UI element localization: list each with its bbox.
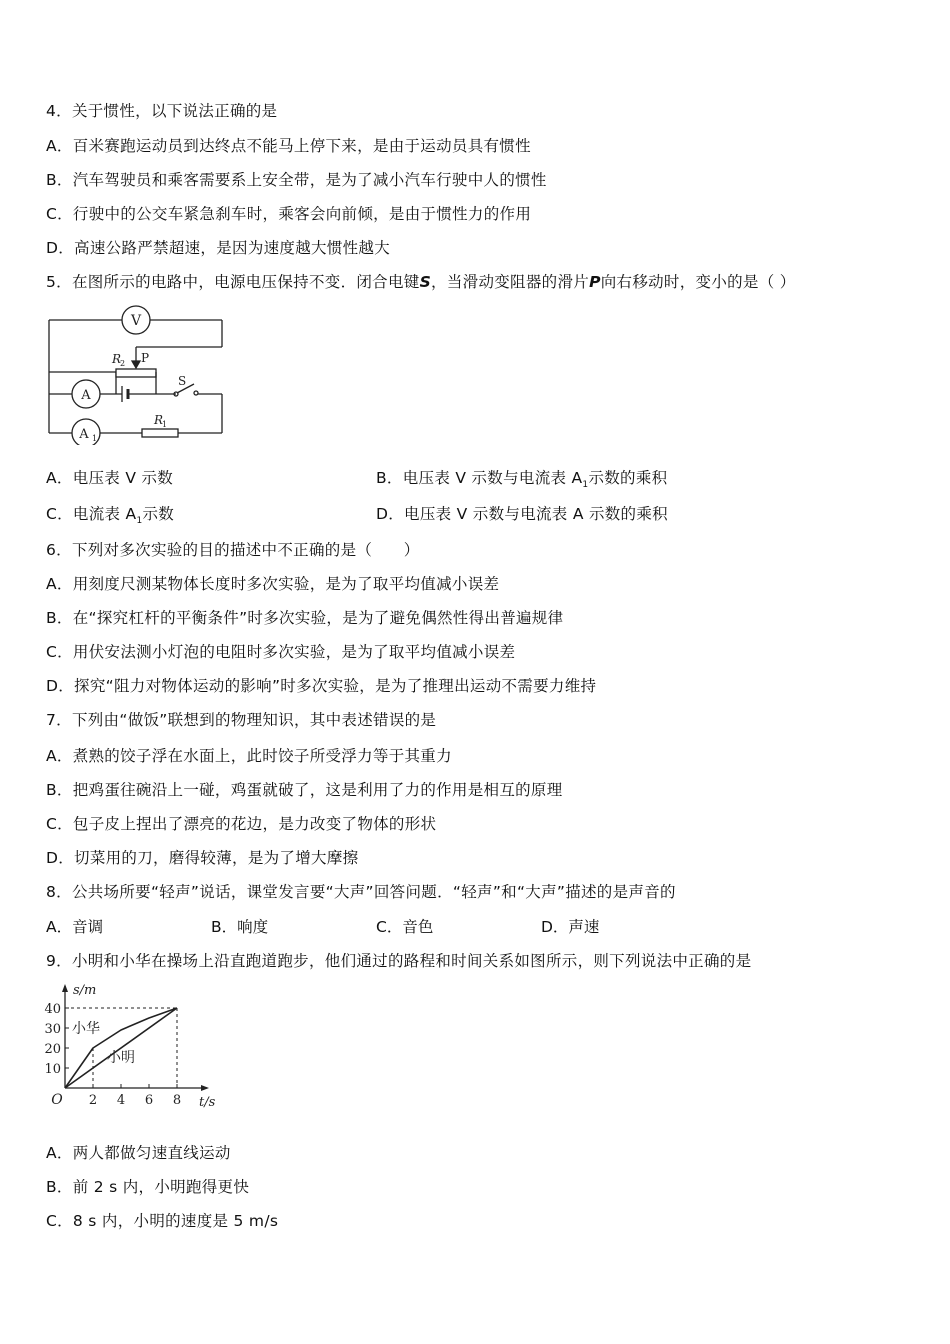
y-axis-arrow: [62, 984, 68, 992]
q5-option-c-sub: 1: [136, 516, 143, 527]
r1-sub: 1: [162, 420, 168, 429]
r1-label: R: [154, 413, 164, 427]
q5-option-b-pre: B．电压表 V 示数与电流表 A: [376, 469, 583, 487]
voltmeter-label: V: [130, 313, 142, 329]
origin-label: O: [51, 1092, 63, 1108]
x-tick-label: 6: [144, 1093, 154, 1108]
q7-stem: 7．下列由“做饭”联想到的物理知识，其中表述错误的是: [46, 711, 437, 729]
q8-stem: 8．公共场所要“轻声”说话，课堂发言要“大声”回答问题．“轻声”和“大声”描述的是声音的: [46, 883, 676, 901]
q8-option-d: D．声速: [541, 918, 600, 936]
q9-option-a: A．两人都做匀速直线运动: [46, 1144, 231, 1162]
q5-stem-mid: ，当滑动变阻器的滑片: [431, 273, 590, 291]
q6-option-b: B．在“探究杠杆的平衡条件”时多次实验，是为了避免偶然性得出普遍规律: [46, 609, 564, 627]
ammeter1-label: A: [79, 427, 89, 442]
q7-option-c: C．包子皮上捏出了漂亮的花边，是力改变了物体的形状: [46, 815, 437, 833]
q5-option-c-pre: C．电流表 A: [46, 505, 137, 523]
y-tick-label: 20: [44, 1042, 61, 1057]
ammeter1-sub: 1: [92, 434, 98, 443]
q5-option-a: A．电压表 V 示数: [46, 469, 174, 487]
series-label-xiaohua: 小华: [72, 1021, 100, 1037]
q5-option-b-post: 示数的乘积: [588, 469, 668, 487]
q4-stem: 4．关于惯性，以下说法正确的是: [46, 102, 278, 120]
series-line-xiaoming: [65, 1008, 177, 1088]
q9-option-b: B．前 2 s 内，小明跑得更快: [46, 1178, 250, 1196]
y-axis-label: s/m: [73, 983, 97, 998]
q5-option-d: D．电压表 V 示数与电流表 A 示数的乘积: [376, 505, 668, 523]
q8-option-a: A．音调: [46, 918, 104, 936]
q6-option-a: A．用刻度尺测某物体长度时多次实验，是为了取平均值减小误差: [46, 575, 500, 593]
q5-option-c: [46, 504, 174, 531]
q9-option-c: C．8 s 内，小明的速度是 5 m/s: [46, 1212, 279, 1230]
q4-option-a: A．百米赛跑运动员到达终点不能马上停下来，是由于运动员具有惯性: [46, 137, 531, 155]
y-tick-label: 30: [44, 1022, 61, 1037]
y-tick-label: 40: [44, 1002, 61, 1017]
q7-option-d: D．切菜用的刀，磨得较薄，是为了增大摩擦: [46, 849, 359, 867]
switch-label: S: [178, 374, 187, 388]
q5-stem-p: P: [589, 273, 601, 291]
q6-stem: 6．下列对多次实验的目的描述中不正确的是（ ）: [46, 541, 420, 559]
q5-option-b: [376, 468, 667, 495]
q4-option-b: B．汽车驾驶员和乘客需要系上安全带，是为了减小汽车行驶中人的惯性: [46, 171, 547, 189]
q6-option-c: C．用伏安法测小灯泡的电阻时多次实验，是为了取平均值减小误差: [46, 643, 516, 661]
x-tick-label: 4: [116, 1093, 126, 1108]
q9-stem: 9．小明和小华在操场上沿直跑道跑步，他们通过的路程和时间关系如图所示，则下列说法中正确的是: [46, 952, 752, 970]
x-axis-label: t/s: [199, 1095, 216, 1110]
q5-circuit-diagram: [44, 305, 230, 445]
x-tick-label: 8: [172, 1093, 182, 1108]
q7-option-b: B．把鸡蛋往碗沿上一碰，鸡蛋就破了，这是利用了力的作用是相互的原理: [46, 781, 563, 799]
q5-stem-post: 向右移动时，变小的是（ ）: [600, 273, 796, 291]
q5-stem: [46, 272, 796, 292]
series-label-xiaoming: 小明: [107, 1050, 135, 1066]
q5-stem-s: S: [419, 273, 432, 291]
y-tick-label: 10: [44, 1062, 61, 1077]
slider-label: P: [141, 351, 150, 365]
q8-option-c: C．音色: [376, 918, 434, 936]
x-tick-label: 2: [88, 1093, 98, 1108]
q9-st-graph: [40, 978, 230, 1113]
r2-label: R: [112, 352, 122, 366]
q5-option-c-post: 示数: [142, 505, 175, 523]
ammeter-label: A: [81, 388, 91, 403]
r2-sub: 2: [120, 359, 126, 368]
q6-option-d: D．探究“阻力对物体运动的影响”时多次实验，是为了推理出运动不需要力维持: [46, 677, 597, 695]
q7-option-a: A．煮熟的饺子浮在水面上，此时饺子所受浮力等于其重力: [46, 747, 452, 765]
q4-option-c: C．行驶中的公交车紧急刹车时，乘客会向前倾，是由于惯性力的作用: [46, 205, 532, 223]
q5-stem-pre: 5．在图所示的电路中，电源电压保持不变．闭合电键: [46, 273, 420, 291]
q4-option-d: D．高速公路严禁超速，是因为速度越大惯性越大: [46, 239, 391, 257]
q5-option-b-sub: 1: [582, 480, 589, 491]
q8-option-b: B．响度: [211, 918, 269, 936]
x-axis-arrow: [201, 1085, 209, 1091]
